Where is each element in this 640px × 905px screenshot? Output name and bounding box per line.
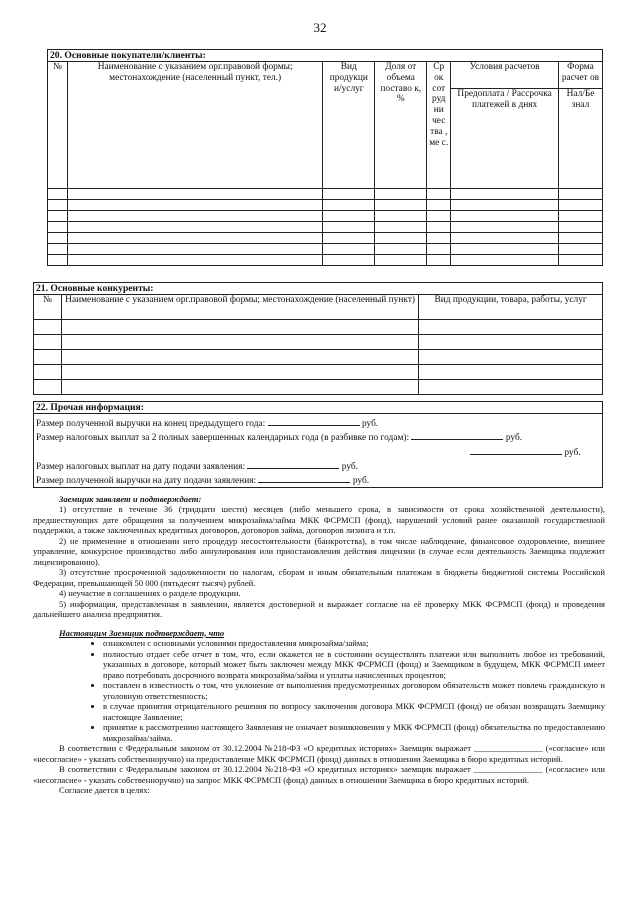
list-item: • в случае принятия отрицательного решения по вопросу заключения договора МКК ФСРМСП (фонд) не обязан возвращать Заемщику настоящее Заявление; [103,701,605,722]
tax-year2-field[interactable] [470,445,562,455]
customers-table [47,49,603,266]
table-row [34,365,603,380]
list-item: • принятие к рассмотрению настоящего Заявления не означает возникновения у МКК ФСРМСП (фонд) обязательства по предоставлению микрозайма/займа. [103,722,605,743]
section-21-title: 21. Основные конкуренты: [34,283,603,295]
table-row [34,320,603,335]
confirm-list [33,638,605,743]
col-kind: Вид продукции, товара, работы, услуг [419,295,603,320]
revenue-prev-year-line: Размер полученной выручки на конец предыдущего года: руб. [36,416,600,430]
col-name: Наименование с указанием орг.правовой формы; местонахождение (населенный пункт, тел.) [67,62,322,189]
table-row [48,200,603,211]
col-prepay: Предоплата / Рассрочка платежей в днях [451,89,559,189]
tax-2years-line: Размер налоговых выплат за 2 полных завершенных календарных года (в разбивке по годам): руб. [36,430,600,444]
col-form: Форма расчет ов [559,62,603,89]
list-item: • полностью отдает себе отчет в том, что, если окажется не в состоянии осуществлять платежи или выполнить любое из требований, указанных в договоре, который может быть заключен между МКК ФСРМСП (фонд) и Заемщиком в будущем, МКК ФСРМСП имеет право потребовать досрочного возврата микрозайма/займа и уплаты начисленных процентов; [103,649,605,680]
credit-history-consent-2: В соответствии с Федеральным законом от 30.12.2004 №218-ФЗ «О кредитных историях» заемщик выражает ________________ («согласие» или «несогласие» - указать собственноручно) на запрос МКК ФСРМСП (фонд) данных в отношении Заемщика в бюро кредитных историй. [33,764,605,785]
declare-item-1: 1) отсутствие в течение 36 (тридцати шести) месяцев (либо меньшего срока, в зависимости от срока хозяйственной деятельности), предшествующих дате обращения за получением микрозайма/займа МКК ФСРМСП (фонд), нарушений условий ранее оказанной государственной поддержки, а также заключенных кредитных договоров, договоров займа, договоров лизинга и т.п. [33,504,605,536]
competitors-table [33,282,603,395]
col-conditions: Условия расчетов [451,62,559,89]
declare-item-4: 4) неучастие в соглашениях о разделе продукции. [59,588,241,599]
table-row [34,380,603,395]
section-20-title: 20. Основные покупатели/клиенты: [48,50,603,62]
credit-history-consent-1: В соответствии с Федеральным законом от 30.12.2004 №218-ФЗ «О кредитных историях» Заемщик выражает ________________ («согласие» или «несогласие» - указать собственноручно) на предоставление МКК ФСРМСП (фонд) данных в отношении Заемщика в бюро кредитных историй. [33,743,605,764]
declare-item-2: 2) не применение в отношении него процедур несостоятельности (банкротства), в том числе наблюдение, финансовое оздоровление, внешнее управление, конкурсное производство либо аннулирования или приостановления действия лицензии (в случае если деятельность Заемщика подлежит лицензированию). [33,535,605,567]
tax-year1-field[interactable] [411,430,503,440]
table-row [48,244,603,255]
revenue-prev-year-field[interactable] [268,416,360,426]
confirm-title: Настоящим Заемщик подтверждает, что [59,627,225,638]
declare-item-3: 3) отсутствие просроченной задолженности по налогам, сборам и иным обязательным платежам в бюджеты бюджетной системы Российской Федерации, превышающей 50 000 (пятьдесят тысяч) рублей. [33,567,605,588]
list-item: • ознакомлен с основными условиями предоставления микрозайма/займа; [103,638,605,648]
tax-current-field[interactable] [247,459,339,469]
col-kind: Вид продукци и/услуг [323,62,375,189]
tax-current-line: Размер налоговых выплат на дату подачи заявления: руб. [36,459,600,473]
col-num: № [34,295,62,320]
col-cash: Нал/Бе знал [559,89,603,189]
declarations-block [33,494,605,796]
table-row [48,233,603,244]
declare-item-5: 5) информация, представленная в заявлении, является достоверной и выражает согласие на её проверку МКК ФСРМСП (фонд) и проведения дальнейшего анализа предприятия. [33,598,605,620]
consent-goals: Согласие дается в целях: [59,785,150,796]
col-name: Наименование с указанием орг.правовой формы; местонахождение (населенный пункт) [61,295,418,320]
table-row [48,222,603,233]
section-22-title: 22. Прочая информация: [34,402,603,414]
col-num: № [48,62,68,189]
table-row [34,335,603,350]
revenue-current-field[interactable] [258,473,350,483]
col-term: Ср ок сот руд ни чес тва , ме с. [427,62,451,189]
table-row [34,350,603,365]
table-row [48,189,603,200]
declare-title: Заемщик заявляет и подтверждает: [59,494,202,504]
tax-year2-line: руб. [36,445,600,459]
other-info-table [33,401,603,488]
table-row [48,255,603,266]
page-number: 32 [313,20,327,35]
revenue-current-line: Размер полученной выручки на дату подачи заявления: руб. [36,473,600,487]
list-item: • поставлен в известность о том, что уклонение от выполнения предусмотренных договором обязательств может повлечь гражданскую и уголовную ответственность; [103,680,605,701]
col-share: Доля от объема поставо к, % [375,62,427,189]
table-row [48,211,603,222]
